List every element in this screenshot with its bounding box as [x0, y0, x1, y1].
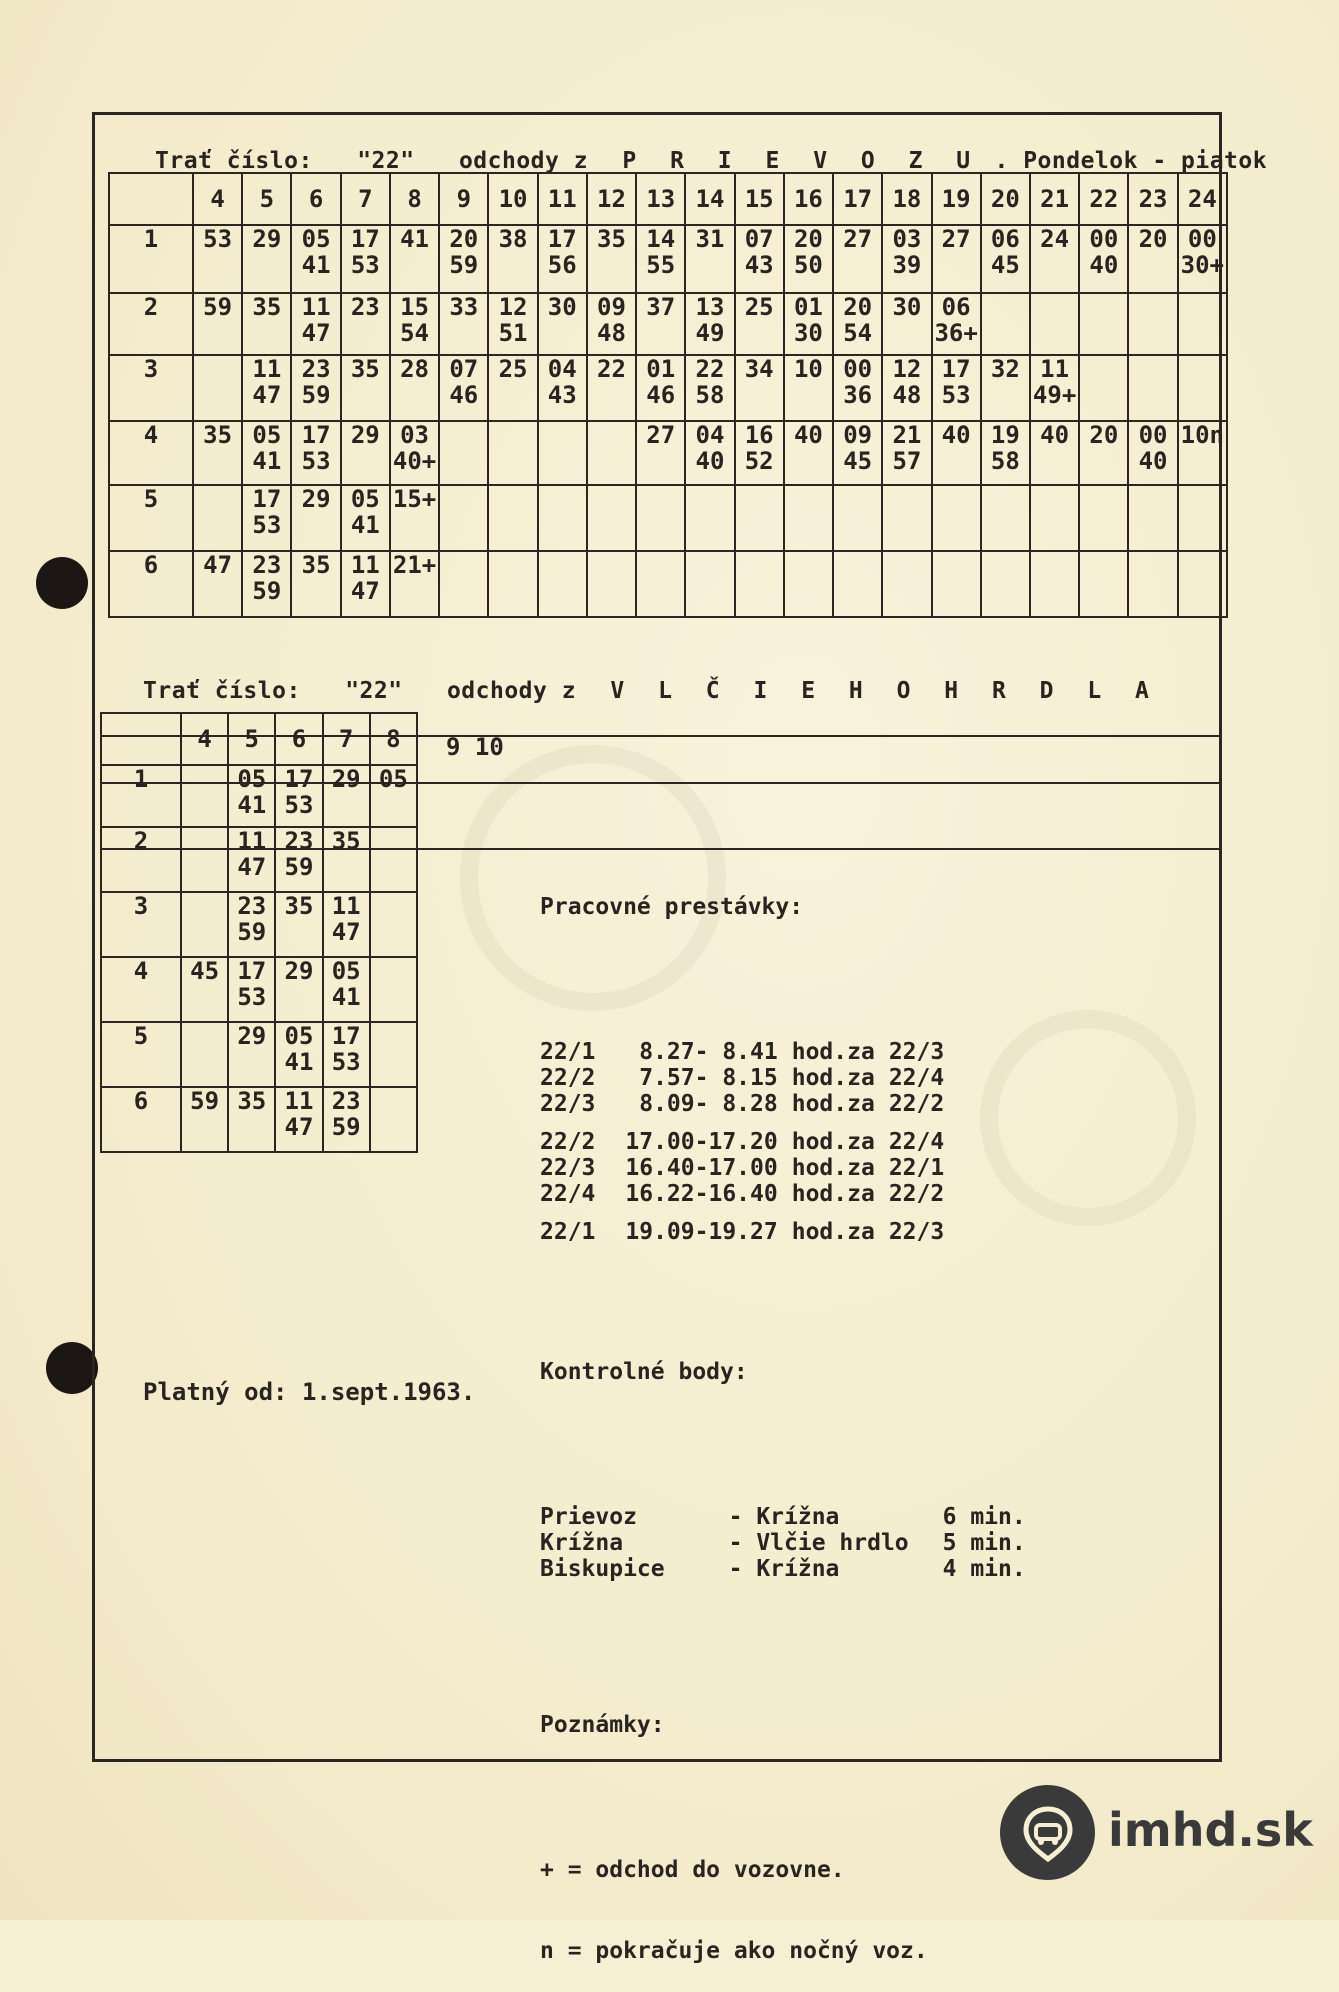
departure-cell: 37 [636, 293, 685, 355]
break-row [540, 1181, 944, 1207]
break-for: hod.za [791, 1219, 875, 1245]
hour-header: 5 [228, 713, 275, 765]
departure-cell: 09 45 [833, 421, 882, 485]
control-point-to: - Krížna [728, 1556, 840, 1582]
notes-block [540, 840, 1026, 1992]
departure-cell: 30 [882, 293, 931, 355]
hour-header: 8 [370, 713, 417, 765]
departure-cell [1030, 485, 1079, 551]
departure-cell: 17 53 [291, 421, 340, 485]
departure-cell: 11 47 [291, 293, 340, 355]
departure-cell: 35 [242, 293, 291, 355]
departure-cell [685, 485, 734, 551]
departure-cell: 20 59 [439, 225, 488, 293]
departure-cell [488, 421, 537, 485]
departure-cell: 29 [291, 485, 340, 551]
departure-cell: 05 41 [228, 765, 275, 827]
departure-cell [439, 551, 488, 617]
bottom-timetable-grid [100, 712, 418, 1153]
break-row [540, 1129, 944, 1155]
departure-cell [981, 293, 1030, 355]
departure-cell: 40 [932, 421, 981, 485]
hour-header: 6 [291, 173, 340, 225]
departure-cell [370, 892, 417, 957]
punch-hole-top [36, 557, 88, 609]
departure-cell [882, 485, 931, 551]
break-row [540, 1219, 944, 1245]
departure-cell: 20 54 [833, 293, 882, 355]
validity-date: Platný od: 1.sept.1963. [143, 1378, 476, 1406]
note-item: n = pokračuje ako nočný voz. [540, 1938, 928, 1964]
control-point-from: Biskupice [540, 1556, 665, 1582]
control-points-list [540, 1504, 1026, 1582]
hour-header: 5 [242, 173, 291, 225]
departure-cell: 07 46 [439, 355, 488, 421]
table-row [109, 293, 1227, 355]
departure-cell: 35 [193, 421, 242, 485]
departure-cell: 23 [341, 293, 390, 355]
departure-cell [587, 551, 636, 617]
departure-cell [181, 892, 228, 957]
departure-cell [784, 485, 833, 551]
departure-cell: 33 [439, 293, 488, 355]
control-point-duration: 5 min. [942, 1530, 1026, 1556]
departure-cell: 20 [1128, 225, 1177, 293]
control-points-heading: Kontrolné body: [540, 1359, 748, 1385]
brand-name: imhd.sk [1108, 1803, 1313, 1857]
departure-cell: 30 [538, 293, 587, 355]
row-number: 5 [109, 485, 193, 551]
departure-cell: 20 [1079, 421, 1128, 485]
direction-text: odchody z [446, 678, 577, 704]
break-for: hod.za [791, 1091, 875, 1117]
hour-header: 14 [685, 173, 734, 225]
hour-header-row [109, 173, 1227, 225]
departure-cell: 05 41 [323, 957, 370, 1022]
departure-cell: 13 49 [685, 293, 734, 355]
direction-text: odchody z [458, 148, 589, 174]
departure-cell [181, 827, 228, 892]
stop-name: P R I E V O Z U [622, 148, 981, 174]
extra-hours: 9 10 [446, 733, 504, 761]
departure-cell [735, 485, 784, 551]
departure-cell: 23 59 [228, 892, 275, 957]
row-number: 4 [101, 957, 181, 1022]
departure-cell: 19 58 [981, 421, 1030, 485]
break-group-gap [540, 1117, 944, 1129]
departure-cell: 05 41 [291, 225, 340, 293]
gap-cell [540, 1207, 944, 1219]
departure-cell [538, 485, 587, 551]
departure-cell [370, 1087, 417, 1152]
break-group-gap [540, 1207, 944, 1219]
departure-cell [1178, 293, 1227, 355]
departure-cell: 31 [685, 225, 734, 293]
departure-cell: 23 59 [275, 827, 322, 892]
control-point-from: Prievoz [540, 1504, 637, 1530]
departure-cell: 04 43 [538, 355, 587, 421]
departure-cell: 41 [390, 225, 439, 293]
break-row [540, 1155, 944, 1181]
departure-cell: 14 55 [636, 225, 685, 293]
departure-cell: 16 52 [735, 421, 784, 485]
departure-cell: 21 57 [882, 421, 931, 485]
departure-cell [882, 551, 931, 617]
departure-cell: 17 53 [242, 485, 291, 551]
departure-cell: 32 [981, 355, 1030, 421]
departure-cell: 27 [833, 225, 882, 293]
break-replacement: 22/4 [888, 1065, 945, 1091]
departure-cell: 17 53 [275, 765, 322, 827]
departure-cell: 11 47 [242, 355, 291, 421]
departure-cell: 25 [488, 355, 537, 421]
control-point-to: - Krížna [728, 1504, 840, 1530]
break-replacement: 22/2 [888, 1091, 945, 1117]
departure-cell [488, 485, 537, 551]
departure-cell: 07 43 [735, 225, 784, 293]
departure-cell [538, 551, 587, 617]
hour-header: 16 [784, 173, 833, 225]
hour-header: 10 [488, 173, 537, 225]
departure-cell: 29 [341, 421, 390, 485]
departure-cell [488, 551, 537, 617]
hour-header: 12 [587, 173, 636, 225]
departure-cell: 05 41 [275, 1022, 322, 1087]
top-timetable-grid [108, 172, 1228, 618]
departure-cell: 01 46 [636, 355, 685, 421]
row-number: 6 [109, 551, 193, 617]
departure-cell: 23 59 [242, 551, 291, 617]
departure-cell: 59 [181, 1087, 228, 1152]
departure-cell [981, 485, 1030, 551]
departure-cell: 28 [390, 355, 439, 421]
break-car: 22/3 [540, 1091, 596, 1117]
row-number: 6 [101, 1087, 181, 1152]
departure-cell [1178, 485, 1227, 551]
departure-cell [932, 551, 981, 617]
departure-cell: 17 53 [323, 1022, 370, 1087]
break-replacement: 22/2 [888, 1181, 945, 1207]
route-label: Trať číslo: [143, 678, 301, 704]
hour-header: 4 [193, 173, 242, 225]
break-time: 19.09-19.27 [625, 1219, 778, 1245]
departure-cell: 35 [291, 551, 340, 617]
hour-header: 23 [1128, 173, 1177, 225]
departure-cell: 40 [784, 421, 833, 485]
row-number: 5 [101, 1022, 181, 1087]
break-car: 22/3 [540, 1155, 596, 1181]
hour-header: 7 [341, 173, 390, 225]
departure-cell [833, 551, 882, 617]
hour-header: 22 [1079, 173, 1128, 225]
departure-cell: 23 59 [291, 355, 340, 421]
departure-cell: 29 [242, 225, 291, 293]
departure-cell [439, 421, 488, 485]
departure-cell [1079, 551, 1128, 617]
departure-cell: 15+ [390, 485, 439, 551]
departure-cell [1079, 293, 1128, 355]
departure-cell: 12 48 [882, 355, 931, 421]
departure-cell: 06 36+ [932, 293, 981, 355]
break-time: 7.57- 8.15 [639, 1065, 778, 1091]
hour-header: 21 [1030, 173, 1079, 225]
departure-cell: 21+ [390, 551, 439, 617]
departure-cell: 10 [784, 355, 833, 421]
break-replacement: 22/1 [888, 1155, 945, 1181]
departure-cell: 11 49+ [1030, 355, 1079, 421]
table-row [101, 1022, 417, 1087]
break-for: hod.za [791, 1155, 875, 1181]
departure-cell: 05 [370, 765, 417, 827]
departure-cell: 35 [228, 1087, 275, 1152]
departure-cell [1178, 355, 1227, 421]
break-car: 22/2 [540, 1129, 596, 1155]
break-replacement: 22/4 [888, 1129, 945, 1155]
departure-cell [1030, 551, 1079, 617]
hour-header-row [101, 713, 417, 765]
departure-cell: 11 47 [341, 551, 390, 617]
departure-cell [1178, 551, 1227, 617]
control-point-to: - Vlčie hrdlo [728, 1530, 909, 1556]
departure-cell: 17 56 [538, 225, 587, 293]
stop-name: V L Č I E H O H R D L A [610, 678, 1159, 704]
departure-cell [833, 485, 882, 551]
departure-cell [735, 551, 784, 617]
departure-cell: 47 [193, 551, 242, 617]
departure-cell: 29 [275, 957, 322, 1022]
route-label: Trať číslo: [155, 148, 313, 174]
departure-cell: 59 [193, 293, 242, 355]
departure-cell [370, 1022, 417, 1087]
punch-hole-bottom [46, 1342, 98, 1394]
table-row [109, 225, 1227, 293]
table-row [101, 827, 417, 892]
hour-header: 17 [833, 173, 882, 225]
departure-cell: 20 50 [784, 225, 833, 293]
hour-header: 4 [181, 713, 228, 765]
departure-cell [1079, 485, 1128, 551]
break-replacement: 22/3 [888, 1039, 945, 1065]
departure-cell: 00 36 [833, 355, 882, 421]
departure-cell: 09 48 [587, 293, 636, 355]
departure-cell: 04 40 [685, 421, 734, 485]
departure-cell: 40 [1030, 421, 1079, 485]
break-time: 8.09- 8.28 [639, 1091, 778, 1117]
break-row [540, 1065, 944, 1091]
departure-cell: 27 [932, 225, 981, 293]
break-car: 22/2 [540, 1065, 596, 1091]
departure-cell [1030, 293, 1079, 355]
corner-cell [109, 173, 193, 225]
break-for: hod.za [791, 1039, 875, 1065]
departure-cell: 10n [1178, 421, 1227, 485]
table-row [109, 355, 1227, 421]
departure-cell: 00 30+ [1178, 225, 1227, 293]
table-row [109, 421, 1227, 485]
departure-cell: 05 41 [341, 485, 390, 551]
break-row [540, 1039, 944, 1065]
departure-cell [181, 1022, 228, 1087]
departure-cell [193, 485, 242, 551]
departure-cell: 12 51 [488, 293, 537, 355]
departure-cell [1128, 355, 1177, 421]
control-point-duration: 6 min. [942, 1504, 1026, 1530]
departure-cell: 35 [587, 225, 636, 293]
gap-cell [540, 1117, 944, 1129]
departure-cell [193, 355, 242, 421]
departure-cell: 29 [228, 1022, 275, 1087]
departure-cell: 05 41 [242, 421, 291, 485]
departure-cell: 03 40+ [390, 421, 439, 485]
break-for: hod.za [791, 1129, 875, 1155]
table-row [101, 957, 417, 1022]
hour-header: 24 [1178, 173, 1227, 225]
departure-cell: 35 [275, 892, 322, 957]
control-point-row [540, 1504, 1026, 1530]
departure-cell: 06 45 [981, 225, 1030, 293]
departure-cell: 15 54 [390, 293, 439, 355]
departure-cell: 45 [181, 957, 228, 1022]
hour-header: 8 [390, 173, 439, 225]
break-time: 16.22-16.40 [625, 1181, 778, 1207]
departure-cell: 34 [735, 355, 784, 421]
departure-cell: 24 [1030, 225, 1079, 293]
table-row [101, 765, 417, 827]
corner-cell [101, 713, 181, 765]
note-item: + = odchod do vozovne. [540, 1857, 845, 1883]
departure-cell: 22 58 [685, 355, 734, 421]
breaks-list [540, 1039, 944, 1245]
hour-header: 11 [538, 173, 587, 225]
break-for: hod.za [791, 1065, 875, 1091]
departure-cell: 17 53 [341, 225, 390, 293]
departure-cell: 22 [587, 355, 636, 421]
hour-header: 15 [735, 173, 784, 225]
departure-cell: 00 40 [1079, 225, 1128, 293]
departure-cell [1079, 355, 1128, 421]
notes-heading: Poznámky: [540, 1712, 665, 1738]
route-number: "22" [357, 148, 415, 174]
departure-cell [370, 827, 417, 892]
row-number: 1 [109, 225, 193, 293]
table-row [101, 1087, 417, 1152]
row-number: 4 [109, 421, 193, 485]
departure-cell [981, 551, 1030, 617]
departure-cell: 11 47 [228, 827, 275, 892]
route-number: "22" [345, 678, 403, 704]
break-time: 16.40-17.00 [625, 1155, 778, 1181]
break-time: 8.27- 8.41 [639, 1039, 778, 1065]
table-row [101, 892, 417, 957]
hour-header: 18 [882, 173, 931, 225]
row-number: 1 [101, 765, 181, 827]
breaks-heading: Pracovné prestávky: [540, 894, 804, 920]
row-number: 2 [109, 293, 193, 355]
table-row [109, 551, 1227, 617]
departure-cell [587, 485, 636, 551]
departure-cell [784, 551, 833, 617]
departure-cell [181, 765, 228, 827]
departure-cell: 53 [193, 225, 242, 293]
departure-cell: 17 53 [228, 957, 275, 1022]
bus-icon [1000, 1785, 1095, 1880]
departure-cell [1128, 293, 1177, 355]
departure-cell [636, 485, 685, 551]
departure-cell [439, 485, 488, 551]
departure-cell [636, 551, 685, 617]
departure-cell: 29 [323, 765, 370, 827]
departure-cell: 35 [323, 827, 370, 892]
break-car: 22/1 [540, 1219, 596, 1245]
departure-cell: 17 53 [932, 355, 981, 421]
table-row [109, 485, 1227, 551]
departure-cell [538, 421, 587, 485]
departure-cell: 25 [735, 293, 784, 355]
control-point-from: Krížna [540, 1530, 624, 1556]
departure-cell: 27 [636, 421, 685, 485]
hour-header: 6 [275, 713, 322, 765]
break-car: 22/4 [540, 1181, 596, 1207]
hour-header: 9 [439, 173, 488, 225]
departure-cell: 11 47 [275, 1087, 322, 1152]
break-replacement: 22/3 [888, 1219, 945, 1245]
hour-header: 7 [323, 713, 370, 765]
control-point-row [540, 1530, 1026, 1556]
control-point-duration: 4 min. [942, 1556, 1026, 1582]
break-for: hod.za [791, 1181, 875, 1207]
hour-header: 13 [636, 173, 685, 225]
service-days: . Pondelok - piatok [994, 148, 1268, 174]
departure-cell: 00 40 [1128, 421, 1177, 485]
departure-cell: 01 30 [784, 293, 833, 355]
departure-cell: 38 [488, 225, 537, 293]
departure-cell: 03 39 [882, 225, 931, 293]
departure-cell: 35 [341, 355, 390, 421]
imhd-logo[interactable] [1000, 1785, 1313, 1885]
departure-cell: 23 59 [323, 1087, 370, 1152]
departure-cell [587, 421, 636, 485]
departure-cell [932, 485, 981, 551]
hour-header: 20 [981, 173, 1030, 225]
row-number: 3 [109, 355, 193, 421]
top-timetable-title [155, 148, 1267, 174]
control-point-row [540, 1556, 1026, 1582]
row-number: 2 [101, 827, 181, 892]
departure-cell [1128, 485, 1177, 551]
row-number: 3 [101, 892, 181, 957]
hour-header: 19 [932, 173, 981, 225]
departure-cell: 11 47 [323, 892, 370, 957]
departure-cell [1128, 551, 1177, 617]
break-row [540, 1091, 944, 1117]
break-time: 17.00-17.20 [625, 1129, 778, 1155]
departure-cell [685, 551, 734, 617]
departure-cell [370, 957, 417, 1022]
bottom-timetable-title [143, 678, 1159, 704]
break-car: 22/1 [540, 1039, 596, 1065]
